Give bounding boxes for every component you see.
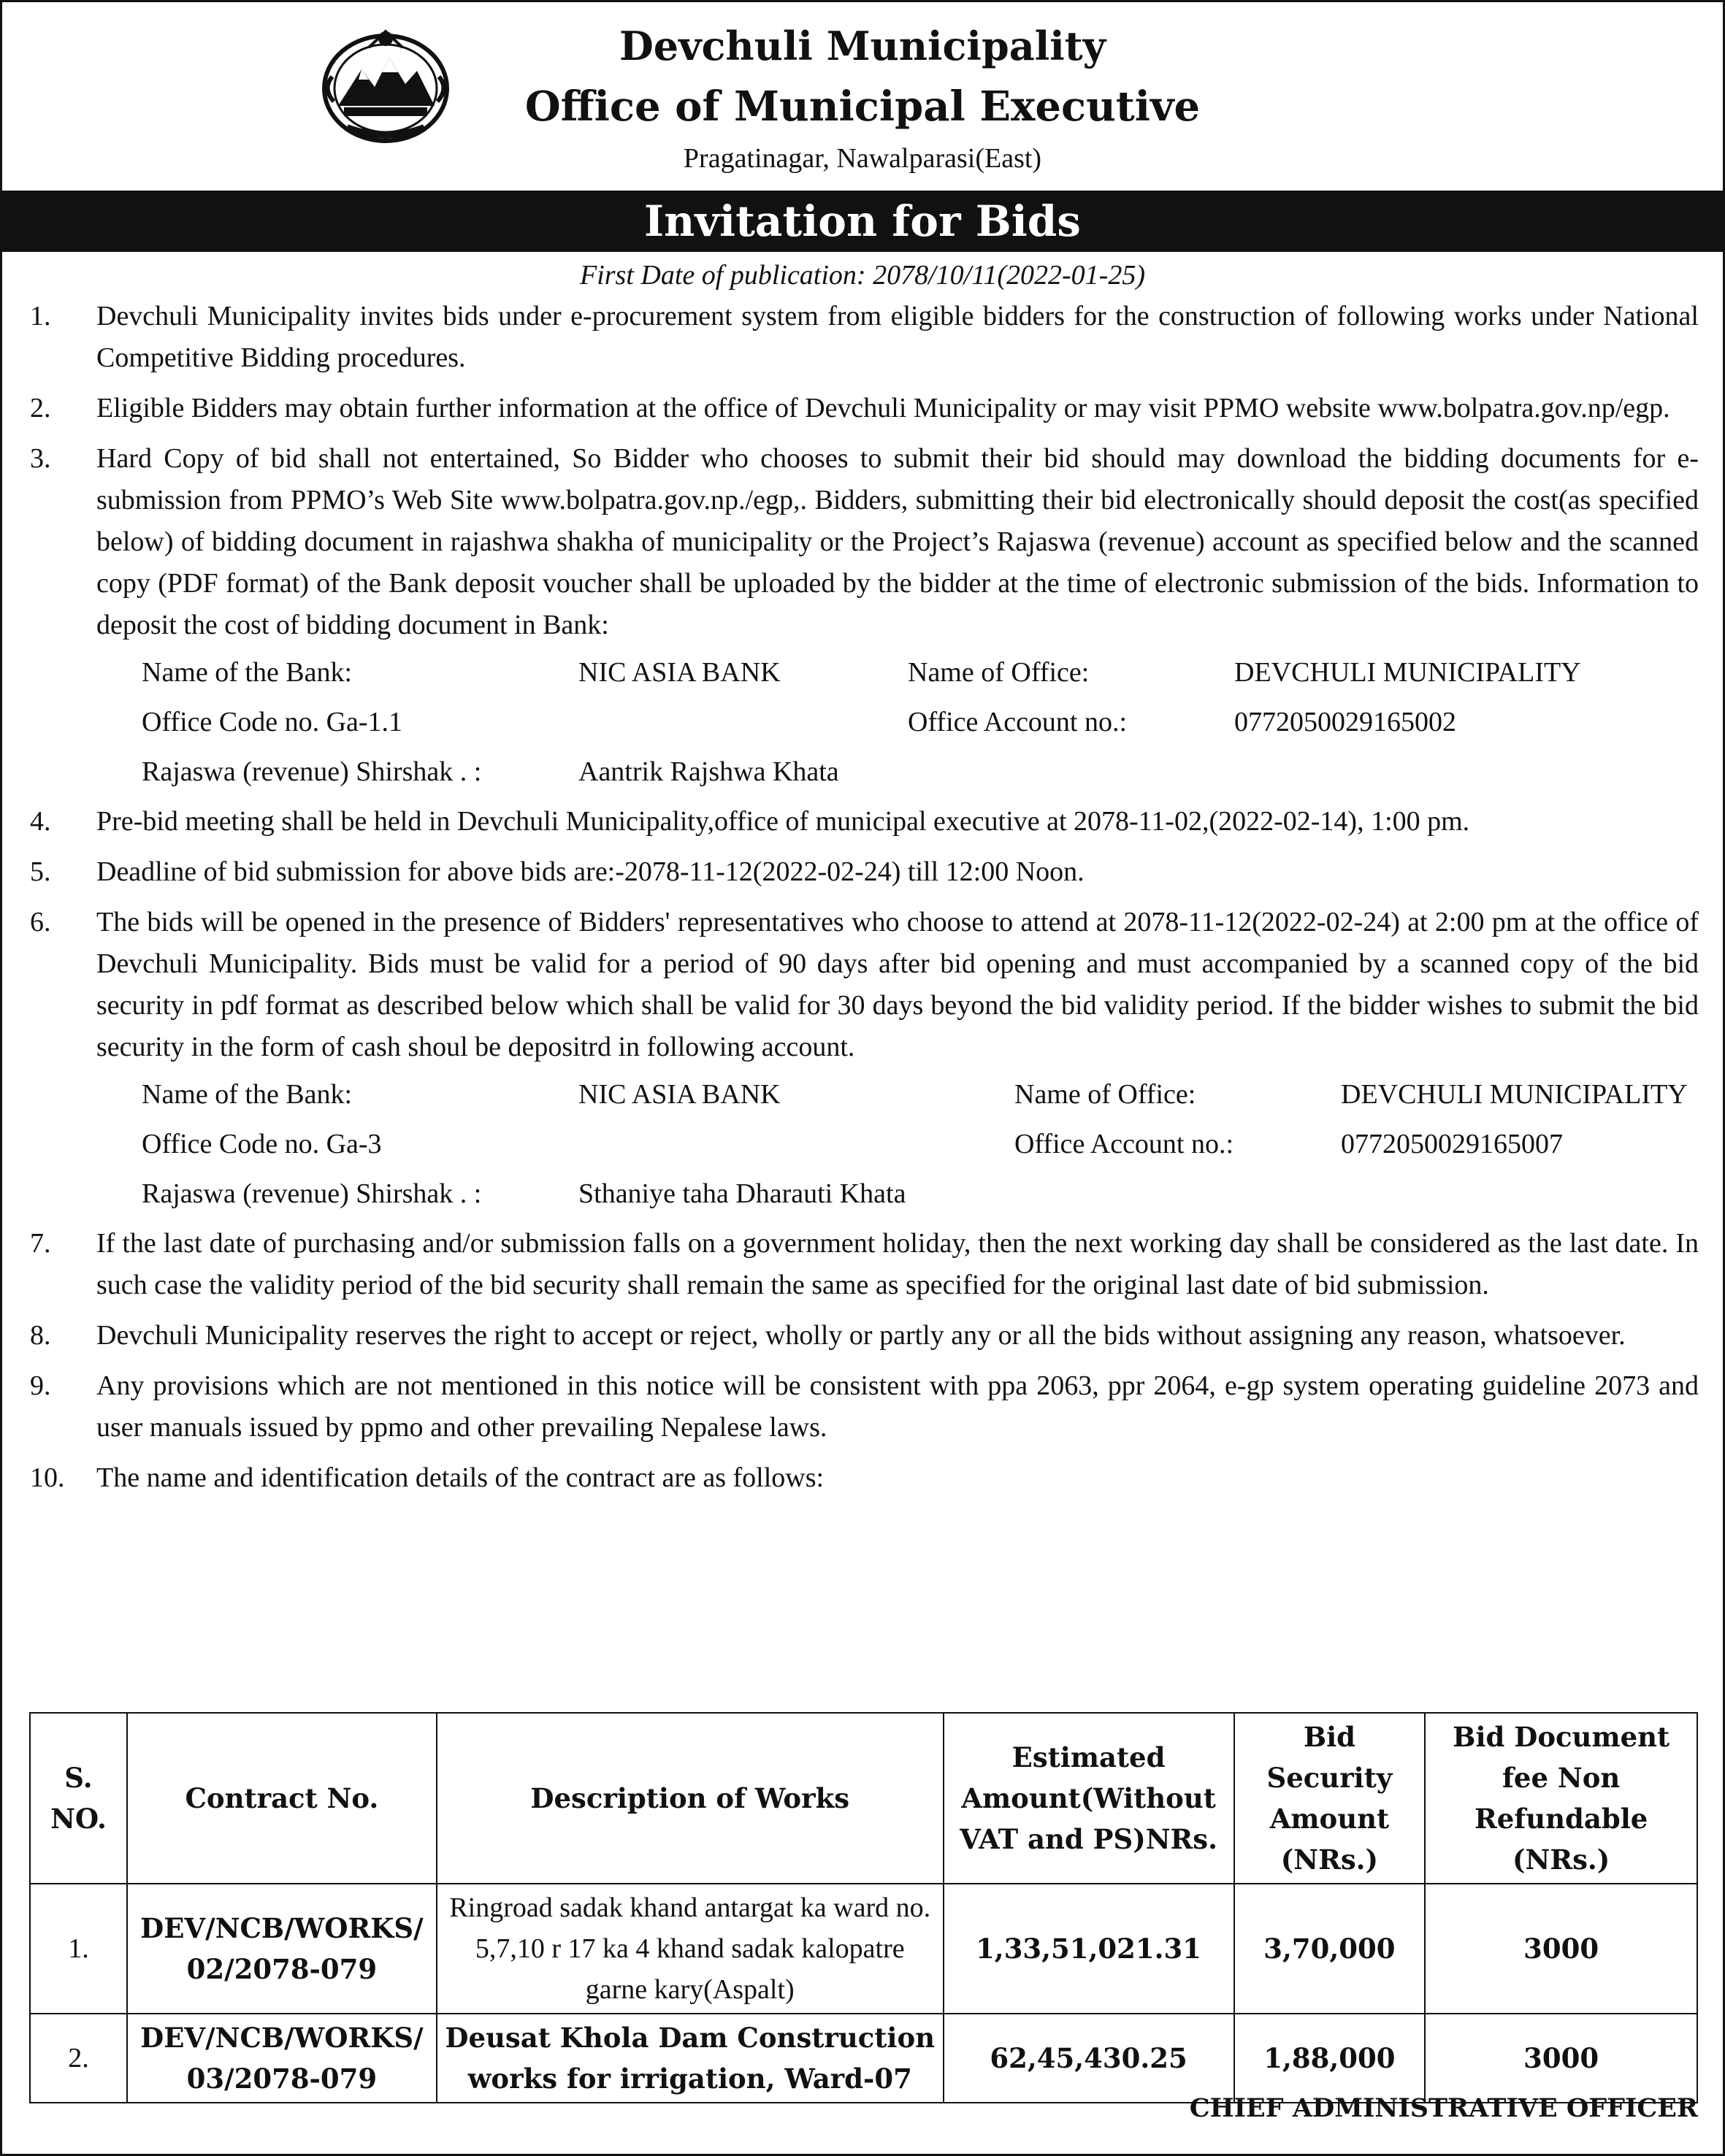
table-header-row — [30, 1713, 1697, 1884]
clause-6 — [30, 902, 1699, 1068]
account-value: 0772050029165002 — [1234, 707, 1456, 737]
header-estimated-amount: Estimated Amount(Without VAT and PS)NRs. — [944, 1713, 1234, 1884]
cell-estimated-amount: 1,33,51,021.31 — [944, 1884, 1234, 2014]
clause-text: If the last date of purchasing and/or submission falls on a government holiday, then the next working day shall be considered as the last date. In such case the validity period of the bid security shall remain the same as specified for the original last date of bid submission. — [96, 1228, 1699, 1300]
clause-number: 7. — [30, 1228, 51, 1259]
contract-table — [29, 1712, 1698, 2103]
office-label: Name of Office: — [908, 657, 1090, 688]
cell-estimated-amount: 62,45,430.25 — [944, 2014, 1234, 2103]
publication-date: First Date of publication: 2078/10/11(2022-01-25) — [580, 260, 1145, 291]
clause-number: 3. — [30, 443, 51, 474]
bank-value: NIC ASIA BANK — [578, 1079, 781, 1110]
cell-document-fee: 3000 — [1425, 2014, 1697, 2103]
account-value: 0772050029165007 — [1341, 1129, 1563, 1159]
office-name: Office of Municipal Executive — [524, 83, 1201, 131]
cell-bid-security: 1,88,000 — [1234, 2014, 1426, 2103]
spacer — [578, 1119, 1014, 1169]
clause-text: The name and identification details of the contract are as follows: — [96, 1462, 825, 1493]
clause-3 — [30, 438, 1699, 646]
clause-8 — [30, 1315, 1699, 1357]
header-sn: S. NO. — [30, 1713, 127, 1884]
clause-2 — [30, 388, 1699, 429]
shirshak-value: Aantrik Rajshwa Khata — [578, 756, 839, 787]
cell-description: Deusat Khola Dam Construction works for irrigation, Ward-07 — [437, 2014, 944, 2103]
bank-label: Name of the Bank: — [142, 657, 353, 688]
clause-10 — [30, 1457, 1699, 1499]
notice-body — [30, 296, 1699, 1508]
office-label: Name of Office: — [1014, 1079, 1196, 1110]
clause-9 — [30, 1365, 1699, 1449]
cell-sn: 2. — [30, 2014, 127, 2103]
cell-description: Ringroad sadak khand antargat ka ward no. 5,7,10 r 17 ka 4 khand sadak kalopatre garne kary(Aspalt) — [437, 1884, 944, 2014]
municipality-name: Devchuli Municipality — [619, 23, 1106, 69]
header-contract-no: Contract No. — [127, 1713, 437, 1884]
bank-details-cost — [142, 648, 1699, 797]
clause-number: 4. — [30, 806, 51, 837]
shirshak-label: Rajaswa (revenue) Shirshak . : — [142, 756, 482, 787]
table-row — [30, 1884, 1697, 2014]
cell-sn: 1. — [30, 1884, 127, 2014]
clause-number: 5. — [30, 856, 51, 887]
cell-contract-no: DEV/NCB/WORKS/ 03/2078-079 — [127, 2014, 437, 2103]
clause-number: 2. — [30, 393, 51, 423]
table-row — [30, 2014, 1697, 2103]
clause-number: 10. — [30, 1462, 65, 1493]
clause-text: Deadline of bid submission for above bids are:-2078-11-12(2022-02-24) till 12:00 Noon. — [96, 856, 1085, 887]
shirshak-label: Rajaswa (revenue) Shirshak . : — [142, 1178, 482, 1209]
clause-text: Any provisions which are not mentioned in this notice will be consistent with ppa 2063, ppr 2064, e-gp system operating guideline 2073 and user manuals issued by ppmo and other prevailing Nepalese laws. — [96, 1370, 1699, 1443]
office-code-label: Office Code no. Ga-3 — [142, 1129, 382, 1159]
clause-7 — [30, 1223, 1699, 1306]
notice-title: Invitation for Bids — [2, 191, 1723, 252]
office-code-label: Office Code no. Ga-1.1 — [142, 707, 403, 737]
clause-1 — [30, 296, 1699, 379]
spacer — [578, 697, 908, 747]
cell-contract-no: DEV/NCB/WORKS/ 02/2078-079 — [127, 1884, 437, 2014]
clause-text: Eligible Bidders may obtain further information at the office of Devchuli Municipality or may visit PPMO website www.bolpatra.gov.np/egp. — [96, 393, 1670, 423]
office-value: DEVCHULI MUNICIPALITY — [1341, 1079, 1688, 1110]
cell-document-fee: 3000 — [1425, 1884, 1697, 2014]
clause-number: 9. — [30, 1370, 51, 1401]
bank-label: Name of the Bank: — [142, 1079, 353, 1110]
cell-bid-security: 3,70,000 — [1234, 1884, 1426, 2014]
clause-text: Hard Copy of bid shall not entertained, So Bidder who chooses to submit their bid should may download the bidding documents for e-submission from PPMO’s Web Site www.bolpatra.gov.np./egp,. Bidders, submitting their bid electronically should deposit the cost(as specified below) of bidding document in rajashwa shakha of municipality or the Project’s Rajaswa (revenue) account as specified below and the scanned copy (PDF format) of the Bank deposit voucher shall be uploaded by the bidder at the time of electronic submission of the bids. Information to deposit the cost of bidding document in Bank: — [96, 443, 1699, 640]
clause-text: Devchuli Municipality reserves the right to accept or reject, wholly or partly any or all the bids without assigning any reason, whatsoever. — [96, 1320, 1626, 1351]
clause-number: 8. — [30, 1320, 51, 1351]
account-label: Office Account no.: — [908, 707, 1128, 737]
office-address: Pragatinagar, Nawalparasi(East) — [683, 143, 1042, 174]
clause-number: 6. — [30, 907, 51, 937]
signature-title: CHIEF ADMINISTRATIVE OFFICER — [1189, 2093, 1698, 2123]
notice-header — [2, 2, 1723, 188]
header-bid-security: Bid Security Amount (NRs.) — [1234, 1713, 1426, 1884]
clause-number: 1. — [30, 301, 51, 331]
clause-5 — [30, 851, 1699, 893]
clause-text: The bids will be opened in the presence of Bidders' representatives who choose to attend at 2078-11-12(2022-02-24) at 2:00 pm at the office of Devchuli Municipality. Bids must be valid for a period of 90 days after bid opening and must accompanied by a scanned copy of the bid security in pdf format as described below which shall be valid for 30 days beyond the bid validity period. If the bidder wishes to submit the bid security in the form of cash shoul be depositrd in following account. — [96, 907, 1699, 1062]
header-description: Description of Works — [437, 1713, 944, 1884]
account-label: Office Account no.: — [1014, 1129, 1234, 1159]
shirshak-value: Sthaniye taha Dharauti Khata — [578, 1178, 906, 1209]
clause-4 — [30, 801, 1699, 843]
bank-value: NIC ASIA BANK — [578, 657, 781, 688]
clause-text: Devchuli Municipality invites bids under e-procurement system from eligible bidders for the construction of following works under National Competitive Bidding procedures. — [96, 301, 1699, 373]
bank-details-security — [142, 1070, 1699, 1219]
header-document-fee: Bid Document fee Non Refundable (NRs.) — [1425, 1713, 1697, 1884]
clause-text: Pre-bid meeting shall be held in Devchuli Municipality,office of municipal executive at 2078-11-02,(2022-02-14), 1:00 pm. — [96, 806, 1470, 837]
office-value: DEVCHULI MUNICIPALITY — [1234, 657, 1581, 688]
